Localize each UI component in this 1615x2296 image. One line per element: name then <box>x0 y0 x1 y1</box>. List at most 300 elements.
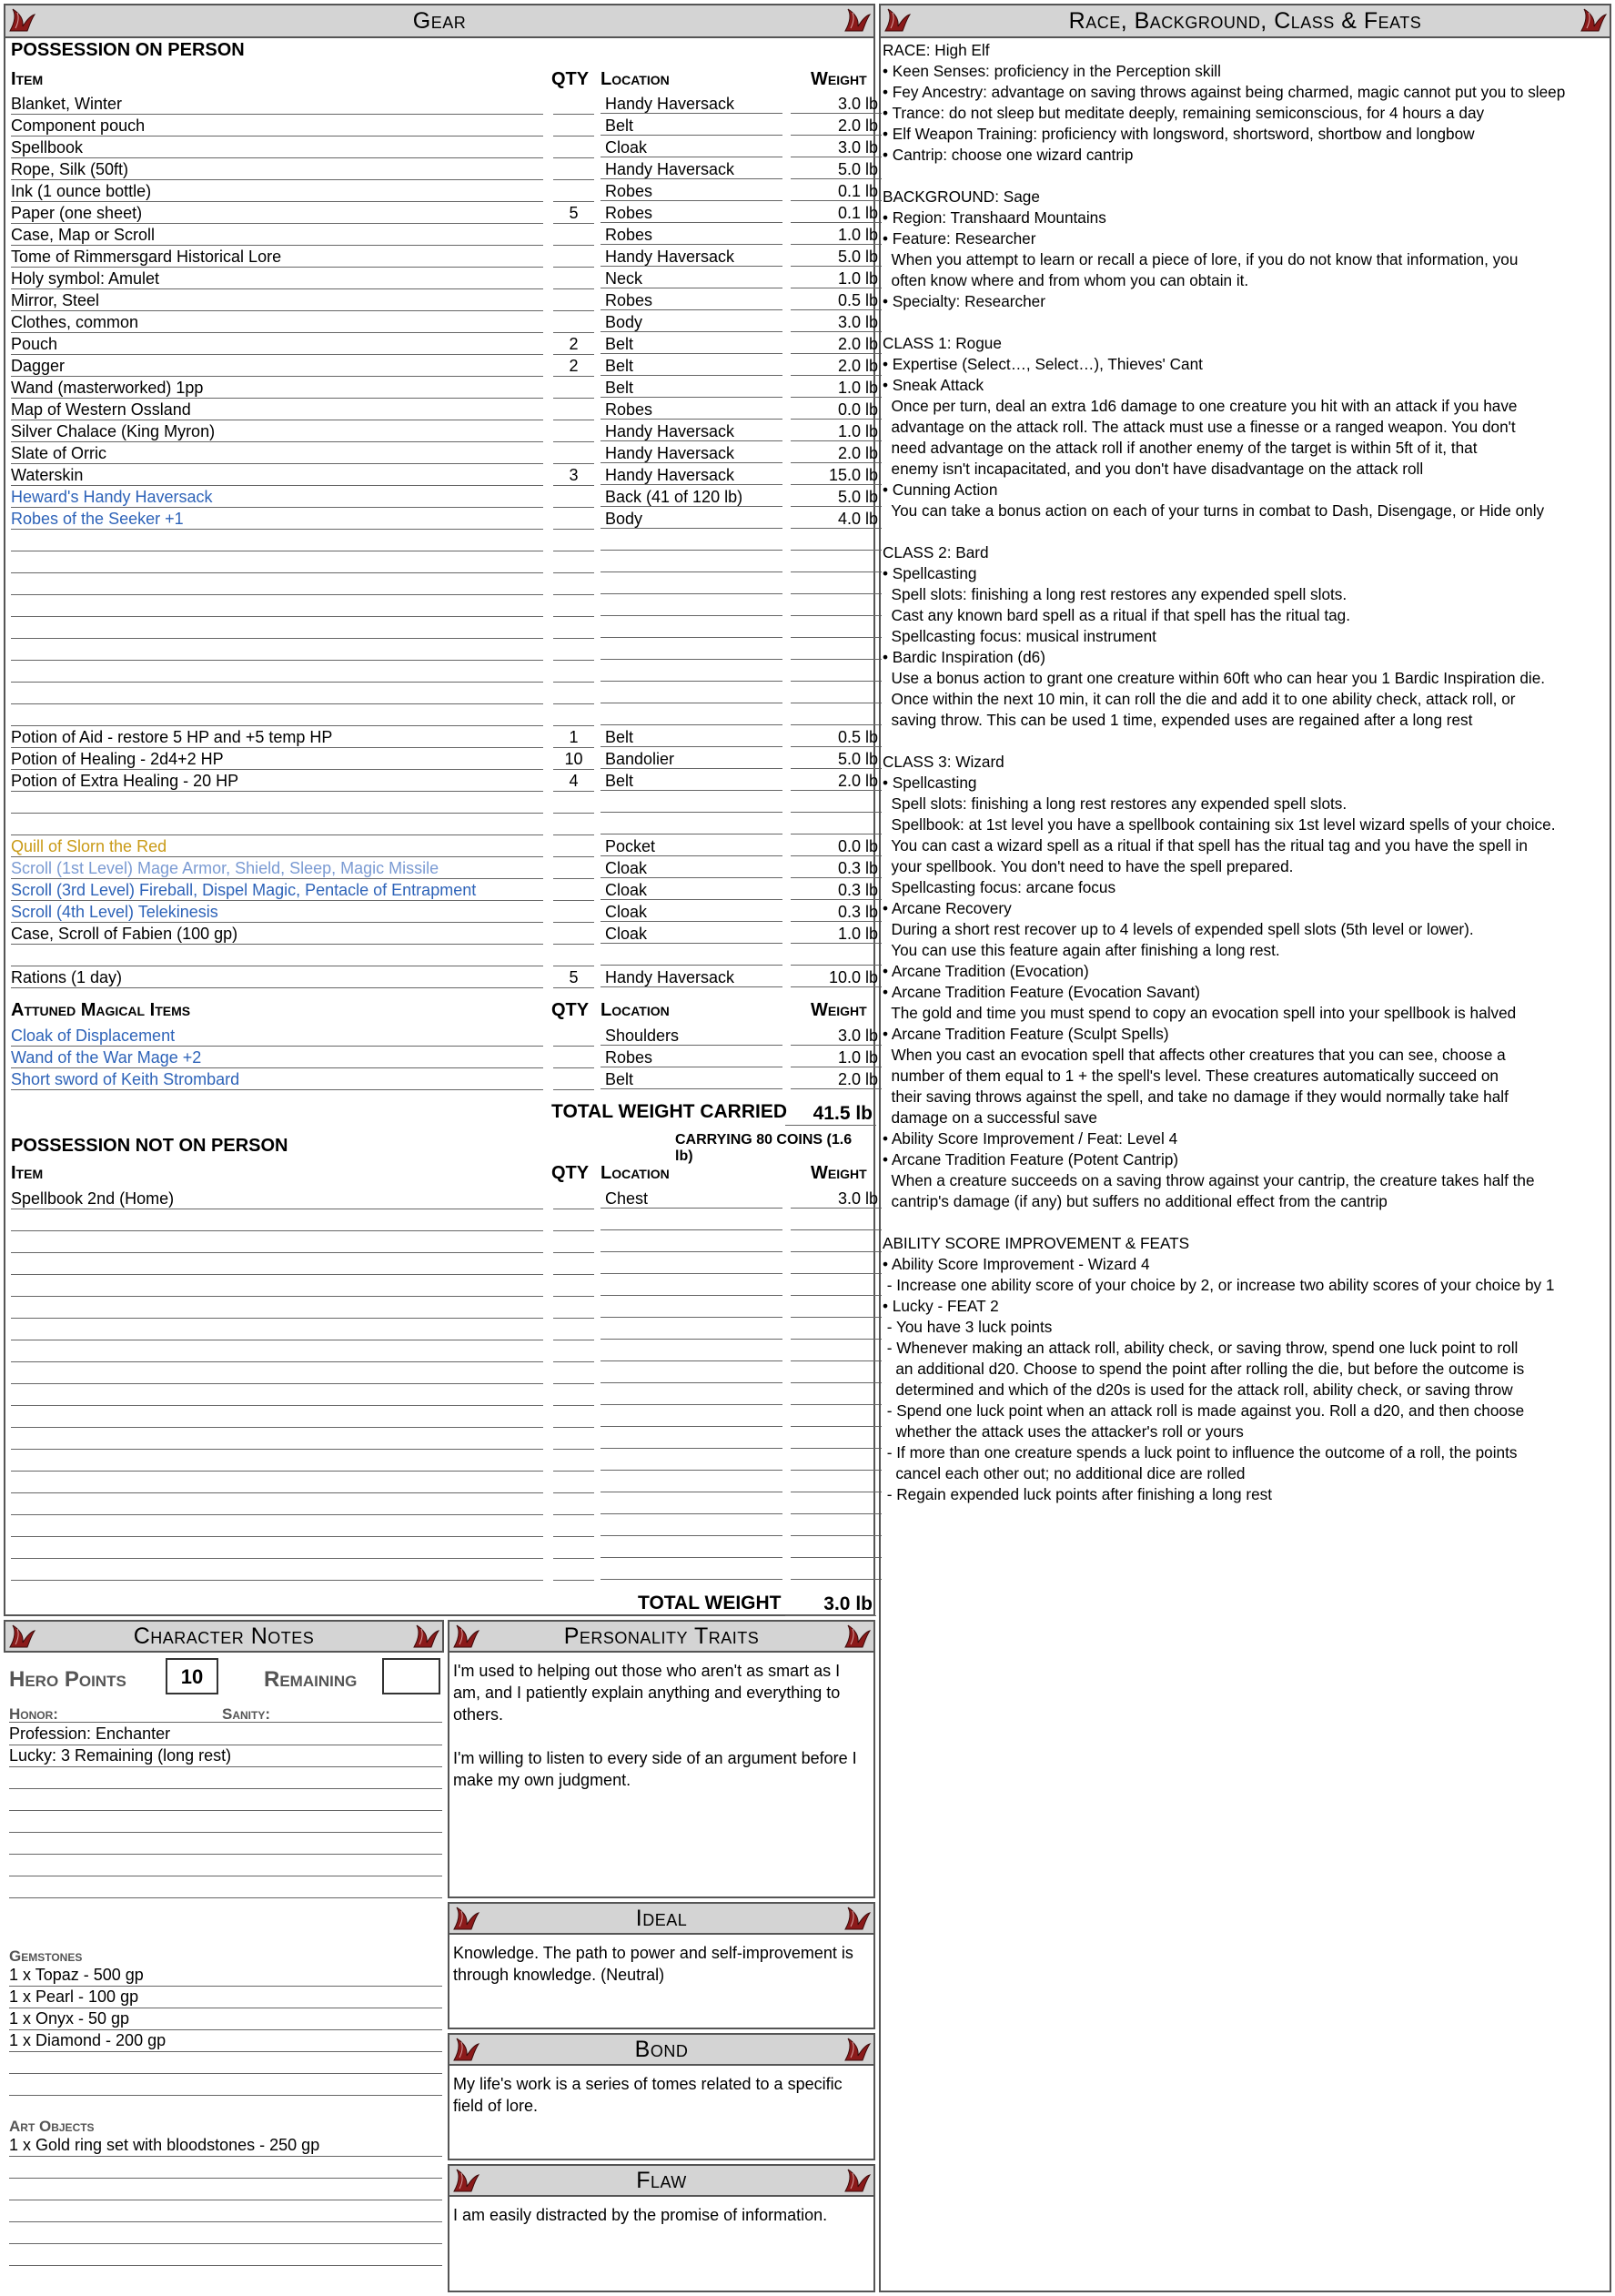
cell-qty <box>553 1210 594 1231</box>
cell-item: Scroll (1st Level) Mage Armor, Shield, Sleep, Magic Missile <box>11 858 543 879</box>
cell-qty <box>553 1188 594 1209</box>
race-text-line: You can use this feature again after finishing a long rest. <box>883 941 1280 959</box>
cell-loc: Belt <box>601 771 782 791</box>
cell-loc: Robes <box>601 225 782 245</box>
cell-wt: 0.5 lb <box>791 290 882 310</box>
note-line <box>9 1832 442 1855</box>
claw-icon <box>7 1623 36 1650</box>
cell-loc <box>601 531 782 551</box>
note-line: Lucky: 3 Remaining (long rest) <box>9 1745 442 1767</box>
race-text-line: their saving throws against the spell, and take no damage if they would normally take half <box>883 1087 1509 1106</box>
race-title: Race, Background, Class & Feats <box>1068 8 1422 34</box>
cell-wt <box>791 1429 882 1449</box>
gear-header <box>5 5 873 38</box>
cell-wt <box>791 1385 882 1405</box>
claw-icon <box>843 2167 872 2194</box>
cell-wt: 0.3 lb <box>791 858 882 878</box>
cell-wt: 0.0 lb <box>791 400 882 420</box>
ideal-header <box>449 1904 873 1935</box>
coins-note: CARRYING 80 COINS (1.6 lb) <box>675 1132 853 1164</box>
note-line: Profession: Enchanter <box>9 1723 442 1745</box>
cell-qty <box>553 683 594 704</box>
col-item: Item <box>11 1163 44 1183</box>
cell-loc: Robes <box>601 400 782 420</box>
cell-qty <box>553 312 594 333</box>
cell-loc: Cloak <box>601 924 782 944</box>
race-text-line: Spell slots: finishing a long rest restores any expended spell slots. <box>883 585 1348 603</box>
ideal-panel <box>448 1902 875 2029</box>
cell-item: Spellbook <box>11 137 543 158</box>
claw-icon <box>1579 6 1608 34</box>
cell-item <box>11 1560 543 1581</box>
total-weight-value: 3.0 lb <box>785 1593 876 1616</box>
cell-wt: 2.0 lb <box>791 356 882 376</box>
cell-qty <box>553 1026 594 1047</box>
cell-qty <box>553 1047 594 1068</box>
cell-item: Spellbook 2nd (Home) <box>11 1188 543 1209</box>
race-text-line: an additional d20. Choose to spend the point after rolling the die, but before the outcome is <box>883 1360 1525 1378</box>
cell-wt: 0.1 lb <box>791 181 882 201</box>
personality-trait-1: I'm used to helping out those who aren't as smart as I am, and I patiently explain anything and everything to others. <box>453 1662 841 1724</box>
cell-wt: 1.0 lb <box>791 1047 882 1067</box>
character-notes-panel <box>4 1620 444 2292</box>
race-text-line: saving throw. This can be used 1 time, expended uses are regained after a long rest <box>883 711 1473 729</box>
race-text <box>883 40 1610 1505</box>
cell-loc: Pocket <box>601 836 782 856</box>
cell-qty <box>553 487 594 508</box>
race-text-line: - You have 3 luck points <box>883 1318 1053 1336</box>
cell-wt: 1.0 lb <box>791 378 882 398</box>
cell-qty: 2 <box>553 356 594 377</box>
claw-icon <box>451 2036 480 2063</box>
on-person-heading: POSSESSION ON PERSON <box>11 40 245 60</box>
race-text-line <box>883 166 1610 187</box>
cell-item: Quill of Slorn the Red <box>11 836 543 857</box>
cell-item <box>11 1494 543 1515</box>
cell-item: Dagger <box>11 356 543 377</box>
cell-wt: 2.0 lb <box>791 334 882 354</box>
cell-wt: 1.0 lb <box>791 225 882 245</box>
cell-loc: Handy Haversack <box>601 247 782 267</box>
race-text-line: enemy isn't incapacitated, and you don't have disadvantage on the attack roll <box>883 460 1424 478</box>
cell-loc: Robes <box>601 1047 782 1067</box>
cell-qty <box>553 1472 594 1493</box>
remaining-value[interactable] <box>382 1658 440 1694</box>
cell-wt <box>791 1210 882 1230</box>
cell-qty <box>553 552 594 573</box>
cell-qty <box>553 596 594 617</box>
bond-header <box>449 2035 873 2066</box>
cell-item: Potion of Aid - restore 5 HP and +5 temp HP <box>11 727 543 748</box>
claw-icon <box>883 6 912 34</box>
cell-qty <box>553 618 594 639</box>
cell-item: Rations (1 day) <box>11 967 543 988</box>
race-text-line: Spellbook: at 1st level you have a spellbook containing six 1st level wizard spells of your choice. <box>883 815 1556 834</box>
cell-loc <box>601 1210 782 1230</box>
cell-loc <box>601 574 782 594</box>
cell-qty <box>553 1320 594 1340</box>
flaw-panel <box>448 2164 875 2292</box>
cell-qty <box>553 705 594 726</box>
cell-loc: Handy Haversack <box>601 94 782 114</box>
note-line <box>9 2178 442 2200</box>
race-text-line: - Increase one ability score of your choice by 2, or increase two ability scores of your choice by 1 <box>883 1276 1555 1294</box>
claw-icon <box>451 2167 480 2194</box>
cell-qty <box>553 880 594 901</box>
note-line <box>9 1788 442 1811</box>
cell-qty: 3 <box>553 465 594 486</box>
cell-wt: 4.0 lb <box>791 509 882 529</box>
cell-qty <box>553 378 594 399</box>
cell-qty: 4 <box>553 771 594 792</box>
note-line: 1 x Gold ring set with bloodstones - 250 gp <box>9 2134 442 2157</box>
cell-item <box>11 705 543 726</box>
race-text-line: • Ability Score Improvement - Wizard 4 <box>883 1255 1150 1273</box>
cell-wt <box>791 574 882 594</box>
cell-loc <box>601 1363 782 1383</box>
race-text-line: • Sneak Attack <box>883 376 984 394</box>
note-line <box>9 2243 442 2266</box>
cell-loc <box>601 662 782 682</box>
cell-wt: 2.0 lb <box>791 116 882 136</box>
cell-qty <box>553 574 594 595</box>
cell-wt: 1.0 lb <box>791 924 882 944</box>
race-text-line: • Lucky - FEAT 2 <box>883 1297 999 1315</box>
cell-item: Wand of the War Mage +2 <box>11 1047 543 1068</box>
cell-loc: Robes <box>601 290 782 310</box>
race-text-line <box>883 731 1610 752</box>
race-text-line: • Cantrip: choose one wizard cantrip <box>883 146 1134 164</box>
race-text-line: • Ability Score Improvement / Feat: Level 4 <box>883 1129 1178 1148</box>
cell-qty <box>553 531 594 551</box>
note-line <box>9 1810 442 1833</box>
cell-qty: 1 <box>553 727 594 748</box>
cell-wt: 5.0 lb <box>791 487 882 507</box>
cell-loc: Robes <box>601 203 782 223</box>
note-line <box>9 2156 442 2179</box>
cell-wt: 5.0 lb <box>791 247 882 267</box>
col-weight: Weight <box>811 1163 867 1183</box>
cell-item <box>11 1254 543 1275</box>
cell-loc: Shoulders <box>601 1026 782 1046</box>
cell-item <box>11 946 543 966</box>
cell-loc <box>601 1254 782 1274</box>
race-text-line: Once per turn, deal an extra 1d6 damage to one creature you hit with an attack if you have <box>883 397 1518 415</box>
race-text-line: BACKGROUND: Sage <box>883 187 1040 206</box>
cell-item: Rope, Silk (50ft) <box>11 159 543 180</box>
cell-item: Paper (one sheet) <box>11 203 543 224</box>
cell-loc: Handy Haversack <box>601 967 782 987</box>
cell-wt <box>791 946 882 966</box>
note-line: 1 x Topaz - 500 gp <box>9 1964 442 1987</box>
cell-item <box>11 596 543 617</box>
cell-qty: 10 <box>553 749 594 770</box>
cell-item <box>11 552 543 573</box>
note-line <box>9 2051 442 2074</box>
col-weight: Weight <box>811 1000 867 1020</box>
cell-qty <box>553 662 594 683</box>
race-text-line: • Expertise (Select…, Select…), Thieves' Cant <box>883 355 1203 373</box>
col-qty: QTY <box>551 1163 590 1183</box>
cell-loc <box>601 1472 782 1492</box>
col-location: Location <box>601 69 670 89</box>
cell-qty <box>553 1429 594 1450</box>
cell-loc <box>601 705 782 725</box>
cell-wt <box>791 1472 882 1492</box>
claw-icon <box>7 6 36 34</box>
cell-qty <box>553 509 594 530</box>
cell-qty <box>553 1516 594 1537</box>
notes-title: Character Notes <box>133 1623 315 1649</box>
cell-item: Mirror, Steel <box>11 290 543 311</box>
cell-loc <box>601 1560 782 1580</box>
cell-item <box>11 793 543 814</box>
cell-wt: 5.0 lb <box>791 749 882 769</box>
col-item: Item <box>11 69 44 89</box>
race-text-line: whether the attack uses the attacker's roll or yours <box>883 1422 1244 1441</box>
cell-loc: Robes <box>601 181 782 201</box>
race-text-line: • Fey Ancestry: advantage on saving throws against being charmed, magic cannot put you to sleep <box>883 83 1566 101</box>
cell-loc <box>601 1320 782 1340</box>
cell-item <box>11 1276 543 1297</box>
cell-loc <box>601 1298 782 1318</box>
flaw-title: Flaw <box>636 2168 687 2193</box>
cell-item <box>11 814 543 835</box>
race-text-line: - If more than one creature spends a luck point to influence the outcome of a roll, the points <box>883 1443 1518 1462</box>
race-text-line: - Regain expended luck points after finishing a long rest <box>883 1485 1273 1503</box>
note-line: 1 x Onyx - 50 gp <box>9 2008 442 2030</box>
race-text-line: CLASS 3: Wizard <box>883 753 1004 771</box>
cell-wt <box>791 1276 882 1296</box>
cell-qty <box>553 1385 594 1406</box>
cell-wt: 2.0 lb <box>791 443 882 463</box>
note-line: 1 x Diamond - 200 gp <box>9 2029 442 2052</box>
cell-qty <box>553 814 594 835</box>
cell-qty <box>553 225 594 246</box>
personality-panel <box>448 1620 875 1898</box>
cell-qty: 5 <box>553 203 594 224</box>
cell-qty <box>553 1254 594 1275</box>
race-text-line: • Elf Weapon Training: proficiency with longsword, shortsword, shortbow and longbow <box>883 125 1475 143</box>
race-header <box>881 5 1610 38</box>
col-weight: Weight <box>811 69 867 89</box>
cell-wt: 1.0 lb <box>791 421 882 441</box>
race-text-line: • Arcane Tradition Feature (Potent Cantrip) <box>883 1150 1179 1168</box>
art-objects-label: Art Objects <box>9 2118 95 2135</box>
cell-wt <box>791 1341 882 1361</box>
cell-loc <box>601 1407 782 1427</box>
cell-qty <box>553 924 594 945</box>
cell-loc <box>601 683 782 703</box>
cell-qty <box>553 902 594 923</box>
cell-loc <box>601 552 782 572</box>
race-text-line: damage on a successful save <box>883 1108 1097 1127</box>
cell-wt: 3.0 lb <box>791 137 882 157</box>
note-line <box>9 2073 442 2096</box>
bond-panel <box>448 2033 875 2160</box>
race-text-line: Spellcasting focus: arcane focus <box>883 878 1116 896</box>
cell-wt <box>791 793 882 813</box>
cell-item: Scroll (4th Level) Telekinesis <box>11 902 543 923</box>
cell-loc <box>601 1516 782 1536</box>
cell-qty <box>553 1298 594 1319</box>
cell-qty <box>553 1363 594 1384</box>
race-text-line: Spellcasting focus: musical instrument <box>883 627 1156 645</box>
note-line <box>9 2200 442 2222</box>
cell-wt <box>791 1232 882 1252</box>
cell-item <box>11 1407 543 1428</box>
cell-item: Tome of Rimmersgard Historical Lore <box>11 247 543 268</box>
cell-loc: Cloak <box>601 137 782 157</box>
cell-item <box>11 618 543 639</box>
cell-wt <box>791 1363 882 1383</box>
cell-item: Scroll (3rd Level) Fireball, Dispel Magic, Pentacle of Entrapment <box>11 880 543 901</box>
cell-loc <box>601 1276 782 1296</box>
claw-icon <box>411 1623 440 1650</box>
cell-loc: Cloak <box>601 858 782 878</box>
gemstones-label: Gemstones <box>9 1947 83 1965</box>
note-line <box>9 1766 442 1789</box>
honor-label: Honor: <box>9 1705 58 1723</box>
cell-wt <box>791 662 882 682</box>
ideal-title: Ideal <box>635 1906 688 1931</box>
cell-item: Potion of Extra Healing - 20 HP <box>11 771 543 792</box>
cell-item <box>11 1385 543 1406</box>
race-text-line: advantage on the attack roll. The attack must use a finesse or a ranged weapon. You don't <box>883 418 1516 436</box>
cell-wt: 2.0 lb <box>791 1069 882 1089</box>
cell-loc <box>601 640 782 660</box>
cell-qty <box>553 1341 594 1362</box>
cell-wt <box>791 1407 882 1427</box>
cell-wt: 1.0 lb <box>791 268 882 288</box>
cell-item <box>11 531 543 551</box>
race-text-line: determined and which of the d20s is used for the attack roll, ability check, or saving throw <box>883 1381 1513 1399</box>
cell-item: Heward's Handy Haversack <box>11 487 543 508</box>
total-weight-carried-value: 41.5 lb <box>785 1103 876 1126</box>
race-text-line: - Spend one luck point when an attack roll is made against you. Roll a d20, and then choose <box>883 1401 1525 1420</box>
personality-title: Personality Traits <box>563 1623 760 1649</box>
cell-qty <box>553 421 594 442</box>
hero-points-value[interactable]: 10 <box>166 1658 218 1694</box>
race-text-line: When a creature succeeds on a saving throw against your cantrip, the creature takes half the <box>883 1171 1535 1189</box>
col-location: Location <box>601 1163 670 1183</box>
cell-loc <box>601 1494 782 1514</box>
cell-item: Cloak of Displacement <box>11 1026 543 1047</box>
cell-loc: Handy Haversack <box>601 465 782 485</box>
cell-item: Map of Western Ossland <box>11 400 543 420</box>
cell-loc: Belt <box>601 356 782 376</box>
cell-item: Pouch <box>11 334 543 355</box>
cell-wt: 15.0 lb <box>791 465 882 485</box>
not-on-person-heading: POSSESSION NOT ON PERSON <box>11 1136 288 1156</box>
cell-wt: 0.5 lb <box>791 727 882 747</box>
cell-wt <box>791 1320 882 1340</box>
cell-wt <box>791 640 882 660</box>
note-line <box>9 2221 442 2244</box>
race-text-line: When you cast an evocation spell that affects other creatures that you can see, choose a <box>883 1046 1506 1064</box>
cell-loc <box>601 1341 782 1361</box>
cell-qty <box>553 116 594 137</box>
cell-item <box>11 1232 543 1253</box>
cell-loc: Body <box>601 509 782 529</box>
cell-item: Ink (1 ounce bottle) <box>11 181 543 202</box>
race-text-line: • Keen Senses: proficiency in the Perception skill <box>883 62 1221 80</box>
cell-wt: 0.0 lb <box>791 836 882 856</box>
personality-header <box>449 1622 873 1653</box>
cell-qty <box>553 1407 594 1428</box>
ideal-text: Knowledge. The path to power and self-improvement is through knowledge. (Neutral) <box>453 1944 853 1984</box>
cell-qty <box>553 1560 594 1581</box>
race-text-line: • Cunning Action <box>883 480 998 499</box>
cell-wt: 0.3 lb <box>791 902 882 922</box>
cell-qty <box>553 290 594 311</box>
race-text-line <box>883 521 1610 542</box>
cell-loc <box>601 1538 782 1558</box>
race-text-line <box>883 1212 1610 1233</box>
race-text-line: often know where and from whom you can obtain it. <box>883 271 1249 289</box>
cell-item <box>11 1516 543 1537</box>
cell-loc: Belt <box>601 116 782 136</box>
cell-wt: 3.0 lb <box>791 1026 882 1046</box>
race-text-line: The gold and time you must spend to copy an evocation spell into your spellbook is halved <box>883 1004 1517 1022</box>
cell-loc: Neck <box>601 268 782 288</box>
cell-qty <box>553 400 594 420</box>
claw-icon <box>843 1623 872 1650</box>
claw-icon <box>843 6 872 34</box>
cell-loc <box>601 596 782 616</box>
col-qty: QTY <box>551 1000 590 1020</box>
cell-qty <box>553 1451 594 1472</box>
cell-wt: 0.3 lb <box>791 880 882 900</box>
cell-qty <box>553 1494 594 1515</box>
cell-loc: Back (41 of 120 lb) <box>601 487 782 507</box>
cell-qty <box>553 858 594 879</box>
race-text-line: RACE: High Elf <box>883 41 990 59</box>
cell-wt <box>791 1494 882 1514</box>
cell-qty <box>553 640 594 661</box>
cell-wt <box>791 683 882 703</box>
cell-loc <box>601 793 782 813</box>
cell-loc: Chest <box>601 1188 782 1209</box>
cell-loc <box>601 814 782 834</box>
cell-wt <box>791 531 882 551</box>
cell-qty <box>553 1538 594 1559</box>
cell-item <box>11 574 543 595</box>
cell-wt <box>791 1298 882 1318</box>
cell-loc: Belt <box>601 1069 782 1089</box>
cell-wt <box>791 1538 882 1558</box>
cell-item <box>11 1451 543 1472</box>
race-text-line: Use a bonus action to grant one creature within 60ft who can hear you 1 Bardic Inspiration die. <box>883 669 1546 687</box>
race-text-line: • Spellcasting <box>883 774 977 792</box>
cell-qty <box>553 946 594 966</box>
cell-wt <box>791 596 882 616</box>
cell-qty <box>553 1276 594 1297</box>
cell-loc <box>601 1232 782 1252</box>
cell-loc: Handy Haversack <box>601 159 782 179</box>
cell-loc: Belt <box>601 727 782 747</box>
cell-loc: Cloak <box>601 902 782 922</box>
claw-icon <box>843 2036 872 2063</box>
note-line <box>9 1876 442 1898</box>
cell-qty <box>553 247 594 268</box>
cell-item <box>11 683 543 704</box>
cell-loc <box>601 946 782 966</box>
race-text-line: • Arcane Recovery <box>883 899 1012 917</box>
cell-item <box>11 1429 543 1450</box>
cell-wt <box>791 618 882 638</box>
cell-wt: 2.0 lb <box>791 771 882 791</box>
